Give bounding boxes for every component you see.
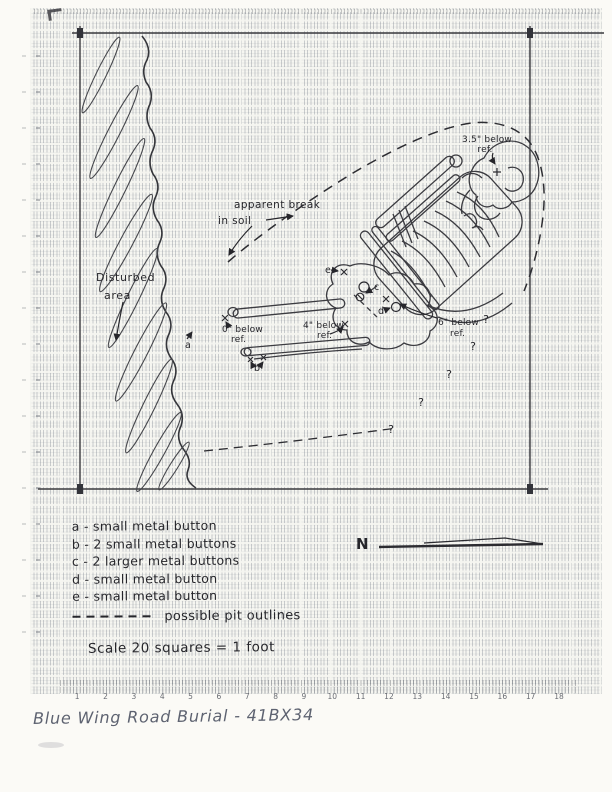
ruler-number: 4: [159, 692, 165, 701]
question-mark-4: ?: [418, 396, 424, 409]
depth-pelvis-label-2: ref.: [450, 329, 466, 339]
disturbed-area-label-1: Disturbed: [96, 271, 156, 284]
depth-skull-label-2: ref.: [477, 145, 493, 155]
marker-c-label: c: [374, 282, 380, 293]
north-arrow: [356, 535, 543, 553]
depth-skull-label-1: 3.5" below: [462, 135, 512, 145]
soil-break-wavy-line: [142, 36, 196, 488]
legend-item: d - small metal button: [72, 570, 218, 587]
legend-item: e - small metal button: [72, 587, 218, 604]
disturbed-area-hatching: [78, 35, 196, 494]
depth-wrist-label-2: ref.: [317, 331, 333, 341]
depth-wrist-label-1: 4" below: [303, 321, 344, 331]
ruler-number: 6: [216, 692, 222, 701]
ruler-number: 8: [273, 692, 278, 701]
ruler-number: 9: [301, 692, 307, 701]
ruler-number: 1: [74, 692, 80, 701]
page-caption: Blue Wing Road Burial - 41BX34: [32, 705, 315, 728]
ruler-number: 14: [440, 692, 451, 701]
annotation-arrows: [116, 153, 495, 366]
north-label: N: [356, 535, 369, 553]
marker-a-label: a: [185, 340, 191, 351]
ruler-number: 5: [188, 692, 193, 701]
legend-item: a - small metal button: [71, 517, 217, 534]
depth-pelvis-label-1: 6" below: [438, 318, 479, 328]
dashed-line-sample: [72, 615, 156, 618]
apparent-break-label-1: apparent break: [234, 199, 321, 211]
depth-knee-label-1: 0" below: [222, 325, 263, 335]
question-mark-2: ?: [470, 340, 476, 353]
marker-b-label: b: [254, 363, 261, 374]
ruler-number: 2: [103, 692, 108, 701]
pencil-smudge: [38, 742, 64, 748]
ruler-number: 13: [412, 692, 423, 701]
pit-outline-label: possible pit outlines: [164, 607, 301, 624]
legend-item: c - 2 larger metal buttons: [71, 552, 240, 569]
skeleton-drawing: [228, 141, 539, 359]
legend: [72, 516, 301, 625]
depth-knee-label-2: ref.: [231, 335, 247, 345]
disturbed-area-label-2: area: [104, 289, 131, 302]
ruler-number: 11: [355, 692, 366, 701]
annotation-labels: [96, 135, 512, 436]
legend-items: [72, 516, 301, 605]
ruler-number: 7: [244, 692, 250, 701]
marker-d-label: d: [378, 306, 385, 317]
ruler-number: 17: [525, 692, 536, 701]
ruler-number: 3: [131, 692, 137, 701]
question-mark-3: ?: [446, 368, 452, 381]
ruler-number: 18: [554, 692, 564, 701]
marker-e-label: e: [325, 265, 331, 276]
apparent-break-label-2: in soil: [218, 215, 252, 227]
ruler-number: 10: [327, 692, 338, 701]
corner-stakes: [77, 28, 533, 494]
question-mark-5: ?: [388, 423, 394, 436]
question-mark-1: ?: [483, 313, 489, 326]
scale-note: Scale 20 squares = 1 foot: [87, 639, 276, 657]
legend-item: b - 2 small metal buttons: [71, 535, 237, 552]
ruler-number: 16: [497, 692, 508, 701]
ruler-number: 12: [384, 692, 394, 701]
unit-boundary: [38, 26, 604, 494]
ruler-number: 15: [469, 692, 479, 701]
legend-pit-outline-row: [72, 607, 300, 626]
bottom-ruler: [63, 692, 573, 701]
